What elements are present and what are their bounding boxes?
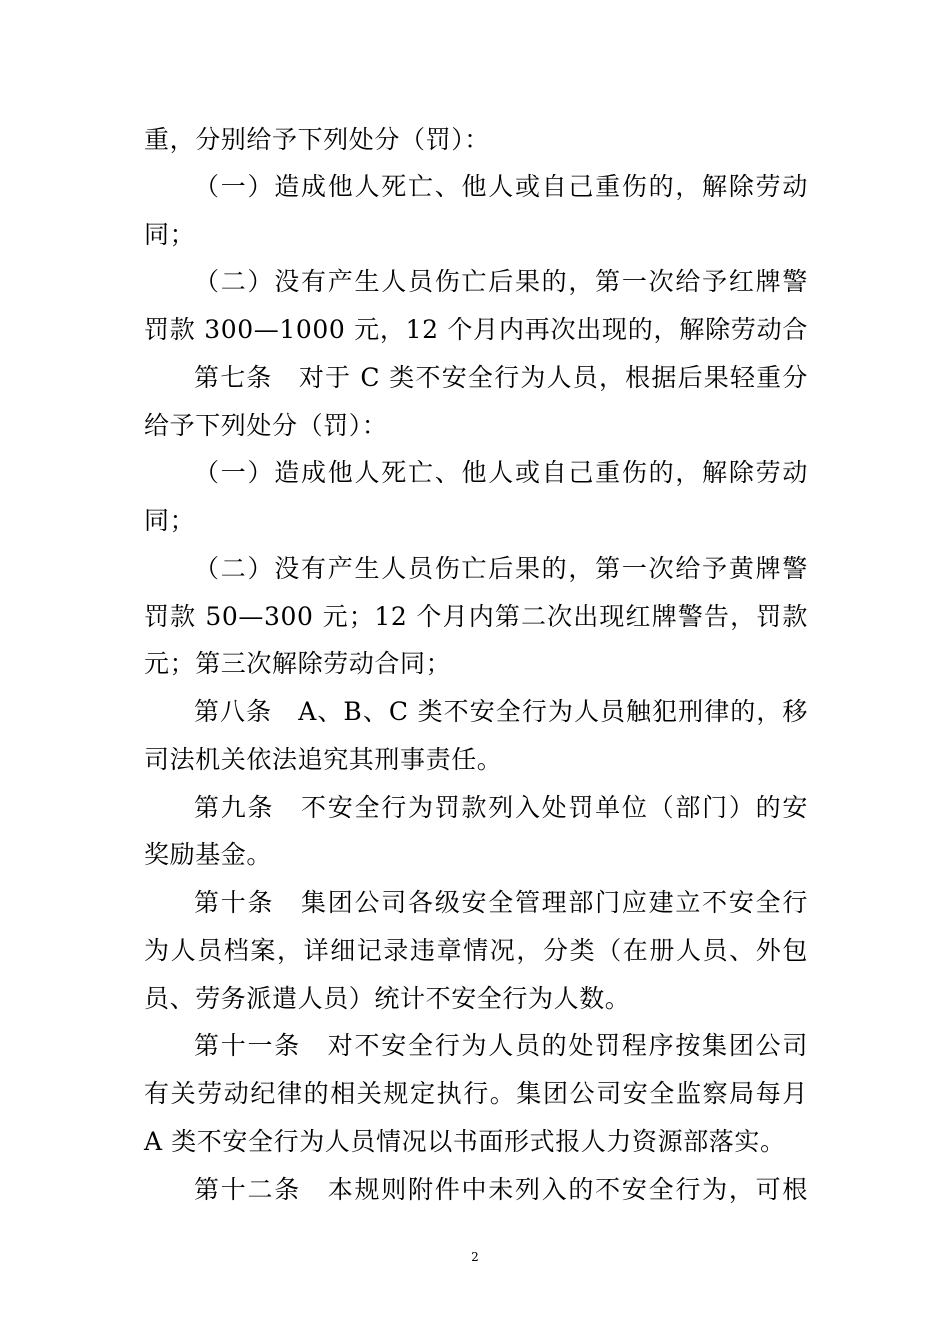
page-number: 2 [471, 1250, 479, 1264]
text-line: 第七条 对于 C 类不安全行为人员，根据后果轻重分 [194, 363, 808, 392]
text-line: 罚款 50—300 元；12 个月内第二次出现红牌警告，罚款 [144, 602, 808, 631]
text-line: 同； [144, 506, 196, 535]
text-line: 给予下列处分（罚）： [144, 411, 388, 440]
text-line: 元；第三次解除劳动合同； [144, 649, 452, 678]
text-line: 罚款 300—1000 元，12 个月内再次出现的，解除劳动合 [144, 315, 808, 344]
text-line: 第十二条 本规则附件中未列入的不安全行为，可根 [194, 1175, 808, 1204]
text-line: 同； [144, 220, 196, 249]
text-line: （一）造成他人死亡、他人或自己重伤的，解除劳动 [194, 458, 808, 487]
text-line: 重，分别给予下列处分（罚）： [144, 125, 490, 154]
text-line: 第九条 不安全行为罚款列入处罚单位（部门）的安 [194, 793, 808, 822]
text-line: （一）造成他人死亡、他人或自己重伤的，解除劳动 [194, 172, 808, 201]
text-line: 为人员档案，详细记录违章情况，分类（在册人员、外包 [144, 936, 808, 965]
text-line: 第八条 A、B、C 类不安全行为人员触犯刑律的，移 [194, 697, 808, 726]
text-line: 第十一条 对不安全行为人员的处罚程序按集团公司 [194, 1031, 808, 1060]
text-line: 奖励基金。 [144, 840, 273, 869]
text-line: A 类不安全行为人员情况以书面形式报人力资源部落实。 [144, 1127, 786, 1156]
text-line: （二）没有产生人员伤亡后果的，第一次给予黄牌警 [194, 554, 808, 583]
text-line: 第十条 集团公司各级安全管理部门应建立不安全行 [194, 888, 808, 917]
text-line: 员、劳务派遣人员）统计不安全行为人数。 [144, 984, 631, 1013]
text-line: 司法机关依法追究其刑事责任。 [144, 745, 503, 774]
text-line: 有关劳动纪律的相关规定执行。集团公司安全监察局每月 [144, 1079, 808, 1108]
text-line: （二）没有产生人员伤亡后果的，第一次给予红牌警 [194, 267, 808, 296]
